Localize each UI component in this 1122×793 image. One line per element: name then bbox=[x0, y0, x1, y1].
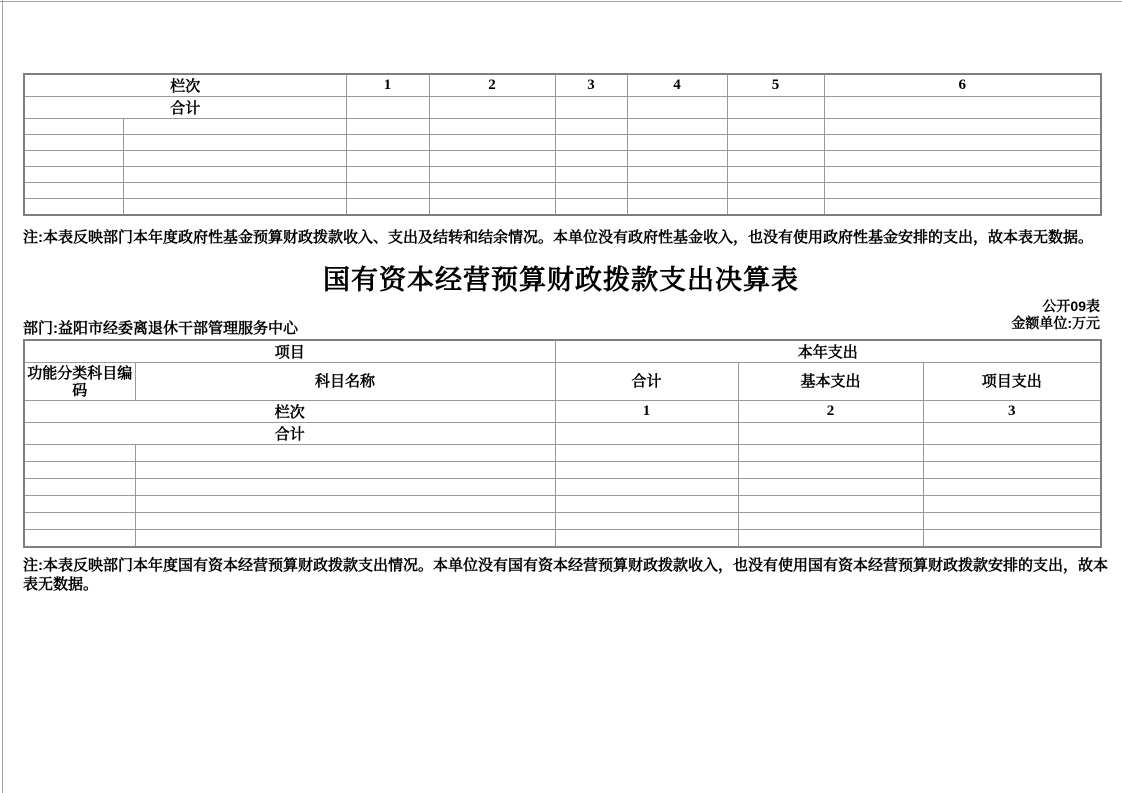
empty-cell bbox=[555, 151, 627, 167]
empty-cell bbox=[346, 97, 429, 119]
gov-fund-table-note: 注:本表反映部门本年度政府性基金预算财政拨款收入、支出及结转和结余情况。本单位没有政府性基金收入，也没有使用政府性基金安排的支出，故本表无数据。 bbox=[23, 229, 1094, 246]
empty-cell bbox=[24, 119, 123, 135]
empty-cell bbox=[24, 496, 135, 513]
empty-cell bbox=[923, 479, 1101, 496]
empty-cell bbox=[923, 496, 1101, 513]
gov-fund-table bbox=[23, 73, 1102, 216]
column-number: 3 bbox=[923, 401, 1101, 423]
empty-cell bbox=[429, 167, 555, 183]
page-top-border-line bbox=[0, 1, 1122, 2]
table-row bbox=[24, 530, 1101, 547]
empty-cell bbox=[346, 167, 429, 183]
empty-cell bbox=[123, 135, 346, 151]
empty-cell bbox=[123, 183, 346, 199]
empty-cell bbox=[727, 167, 824, 183]
amount-unit-label: 金额单位:万元 bbox=[1011, 315, 1100, 331]
empty-cell bbox=[555, 445, 738, 462]
empty-cell bbox=[738, 496, 923, 513]
table-row bbox=[24, 183, 1101, 199]
table-row bbox=[24, 513, 1101, 530]
column-number: 2 bbox=[429, 74, 555, 97]
empty-cell bbox=[824, 135, 1101, 151]
empty-cell bbox=[429, 135, 555, 151]
empty-cell bbox=[24, 445, 135, 462]
empty-cell bbox=[727, 199, 824, 215]
column-number: 1 bbox=[346, 74, 429, 97]
empty-cell bbox=[429, 97, 555, 119]
item-header-label: 项目 bbox=[24, 340, 555, 363]
empty-cell bbox=[555, 496, 738, 513]
department-label: 部门:益阳市经委离退休干部管理服务中心 bbox=[23, 320, 298, 337]
empty-cell bbox=[727, 97, 824, 119]
empty-cell bbox=[627, 135, 727, 151]
table-row bbox=[24, 479, 1101, 496]
subject-name-header-label: 科目名称 bbox=[135, 363, 555, 401]
empty-cell bbox=[24, 167, 123, 183]
empty-cell bbox=[123, 199, 346, 215]
total-header-label: 合计 bbox=[555, 363, 738, 401]
state-capital-table-note: 注:本表反映部门本年度国有资本经营预算财政拨款支出情况。本单位没有国有资本经营预算财政拨款收入，也没有使用国有资本经营预算财政拨款安排的支出，故本表无数据。 bbox=[23, 557, 1109, 593]
empty-cell bbox=[555, 97, 627, 119]
empty-cell bbox=[738, 513, 923, 530]
table-row bbox=[24, 401, 1101, 423]
table-row bbox=[24, 135, 1101, 151]
total-label: 合计 bbox=[24, 97, 346, 119]
empty-cell bbox=[123, 167, 346, 183]
empty-cell bbox=[555, 183, 627, 199]
empty-cell bbox=[346, 183, 429, 199]
empty-cell bbox=[727, 135, 824, 151]
project-expense-header-label: 项目支出 bbox=[923, 363, 1101, 401]
empty-cell bbox=[24, 183, 123, 199]
empty-cell bbox=[738, 530, 923, 547]
empty-cell bbox=[727, 183, 824, 199]
empty-cell bbox=[627, 167, 727, 183]
empty-cell bbox=[555, 462, 738, 479]
total-row bbox=[24, 423, 1101, 445]
column-number: 2 bbox=[738, 401, 923, 423]
page-left-border-line bbox=[2, 0, 3, 793]
table-row bbox=[24, 199, 1101, 215]
func-code-header-label: 功能分类科目编码 bbox=[24, 363, 135, 401]
empty-cell bbox=[24, 135, 123, 151]
empty-cell bbox=[123, 151, 346, 167]
empty-cell bbox=[429, 183, 555, 199]
column-number: 5 bbox=[727, 74, 824, 97]
empty-cell bbox=[24, 479, 135, 496]
empty-cell bbox=[923, 423, 1101, 445]
empty-cell bbox=[738, 445, 923, 462]
empty-cell bbox=[555, 530, 738, 547]
state-capital-expense-table bbox=[23, 339, 1102, 548]
empty-cell bbox=[738, 423, 923, 445]
table-row bbox=[24, 340, 1101, 363]
empty-cell bbox=[429, 151, 555, 167]
empty-cell bbox=[555, 479, 738, 496]
table-row bbox=[24, 462, 1101, 479]
empty-cell bbox=[135, 496, 555, 513]
empty-cell bbox=[123, 119, 346, 135]
empty-cell bbox=[923, 462, 1101, 479]
empty-cell bbox=[727, 119, 824, 135]
empty-cell bbox=[555, 199, 627, 215]
total-label: 合计 bbox=[24, 423, 555, 445]
column-number: 6 bbox=[824, 74, 1101, 97]
empty-cell bbox=[24, 513, 135, 530]
empty-cell bbox=[24, 530, 135, 547]
total-row bbox=[24, 97, 1101, 119]
empty-cell bbox=[824, 167, 1101, 183]
empty-cell bbox=[824, 199, 1101, 215]
empty-cell bbox=[24, 151, 123, 167]
report-title: 国有资本经营预算财政拨款支出决算表 bbox=[323, 265, 799, 295]
empty-cell bbox=[429, 199, 555, 215]
empty-cell bbox=[555, 135, 627, 151]
empty-cell bbox=[727, 151, 824, 167]
column-number: 4 bbox=[627, 74, 727, 97]
empty-cell bbox=[346, 135, 429, 151]
empty-cell bbox=[429, 119, 555, 135]
empty-cell bbox=[135, 479, 555, 496]
empty-cell bbox=[627, 183, 727, 199]
table-row bbox=[24, 167, 1101, 183]
empty-cell bbox=[346, 119, 429, 135]
empty-cell bbox=[555, 513, 738, 530]
empty-cell bbox=[555, 119, 627, 135]
empty-cell bbox=[824, 183, 1101, 199]
column-index-label: 栏次 bbox=[24, 74, 346, 97]
table-row bbox=[24, 74, 1101, 97]
table-row bbox=[24, 119, 1101, 135]
empty-cell bbox=[135, 513, 555, 530]
column-index-label: 栏次 bbox=[24, 401, 555, 423]
table-code-label: 公开09表 bbox=[1042, 298, 1100, 314]
table-row bbox=[24, 496, 1101, 513]
empty-cell bbox=[738, 462, 923, 479]
empty-cell bbox=[923, 513, 1101, 530]
empty-cell bbox=[627, 97, 727, 119]
empty-cell bbox=[824, 97, 1101, 119]
table-row bbox=[24, 151, 1101, 167]
empty-cell bbox=[923, 445, 1101, 462]
empty-cell bbox=[923, 530, 1101, 547]
empty-cell bbox=[627, 151, 727, 167]
column-number: 1 bbox=[555, 401, 738, 423]
basic-expense-header-label: 基本支出 bbox=[738, 363, 923, 401]
empty-cell bbox=[627, 199, 727, 215]
table-row bbox=[24, 363, 1101, 401]
column-number: 3 bbox=[555, 74, 627, 97]
empty-cell bbox=[24, 199, 123, 215]
year-expense-header-label: 本年支出 bbox=[555, 340, 1101, 363]
empty-cell bbox=[135, 462, 555, 479]
empty-cell bbox=[346, 151, 429, 167]
empty-cell bbox=[135, 445, 555, 462]
empty-cell bbox=[555, 167, 627, 183]
empty-cell bbox=[135, 530, 555, 547]
empty-cell bbox=[627, 119, 727, 135]
empty-cell bbox=[824, 119, 1101, 135]
empty-cell bbox=[824, 151, 1101, 167]
empty-cell bbox=[738, 479, 923, 496]
empty-cell bbox=[555, 423, 738, 445]
empty-cell bbox=[346, 199, 429, 215]
table-row bbox=[24, 445, 1101, 462]
empty-cell bbox=[24, 462, 135, 479]
